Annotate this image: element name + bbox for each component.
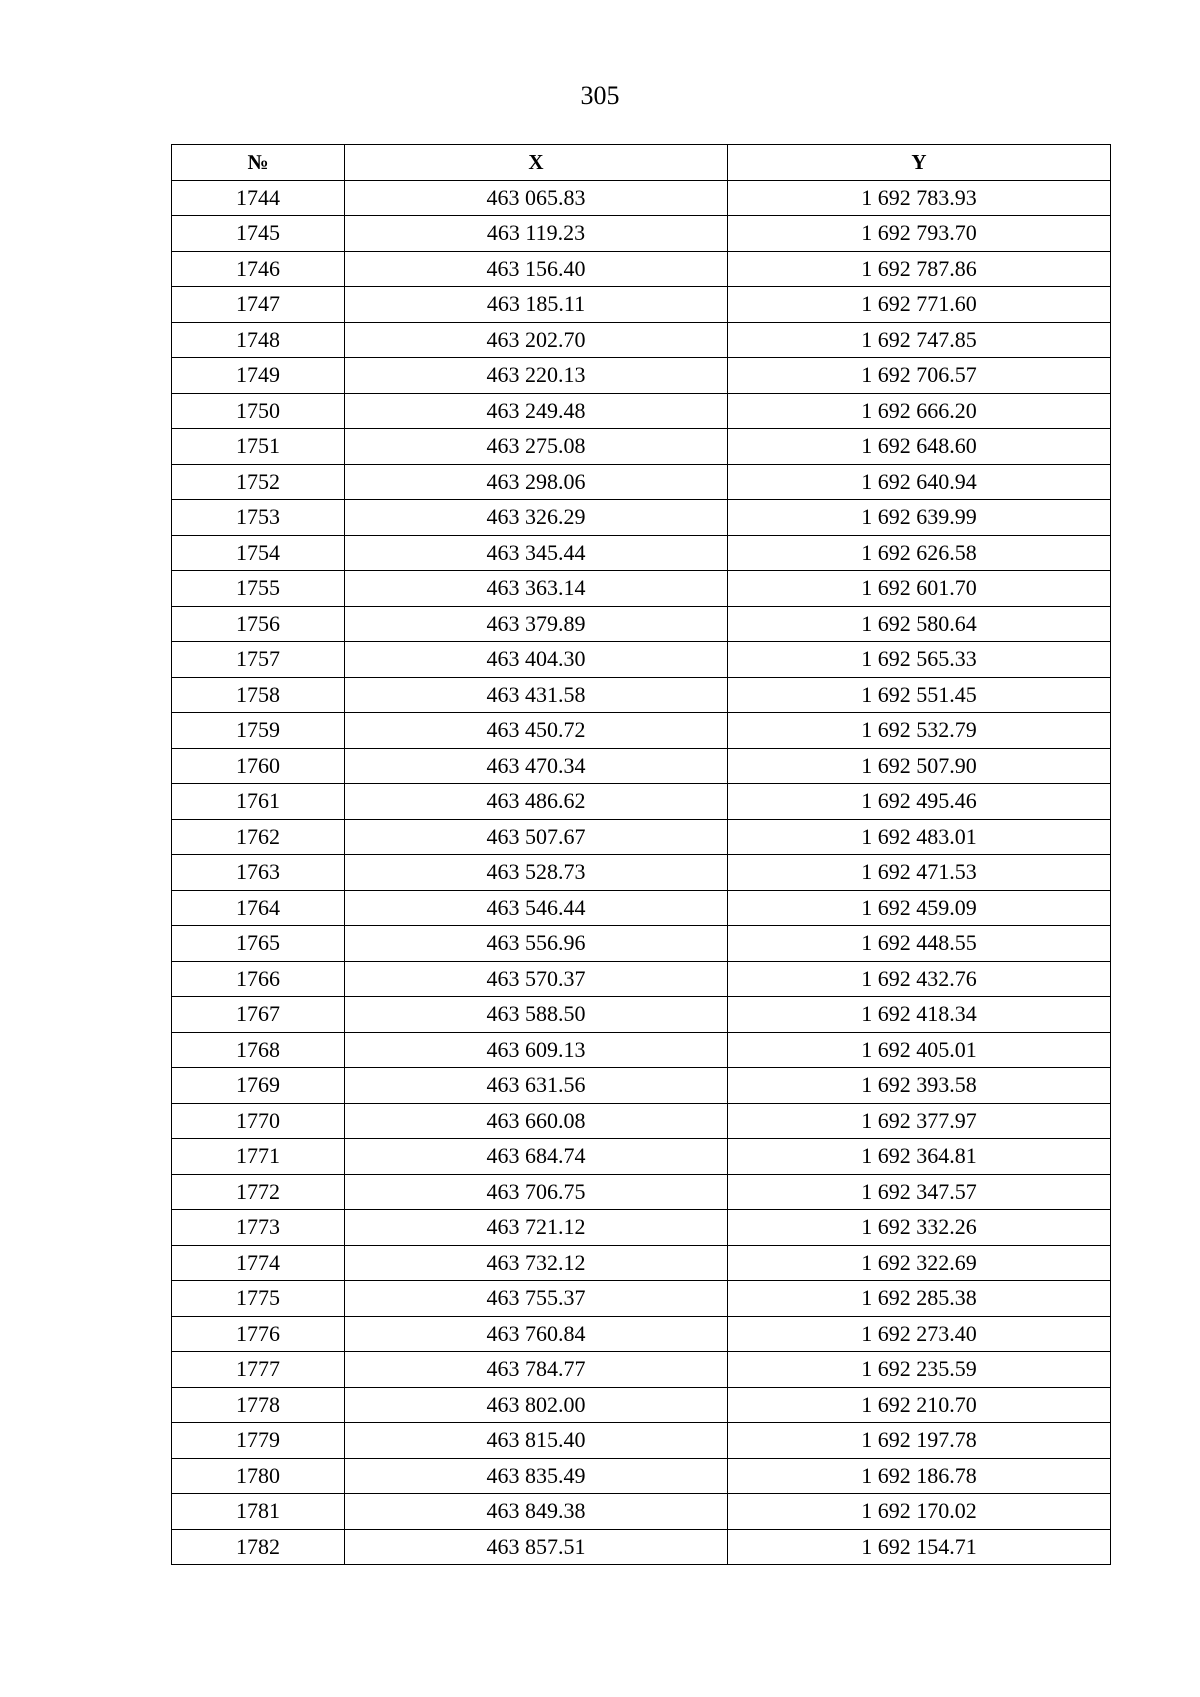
table-row xyxy=(172,464,1111,500)
table-row xyxy=(172,1068,1111,1104)
table-row xyxy=(172,287,1111,323)
cell-number: 1754 xyxy=(172,535,345,571)
cell-y: 1 692 364.81 xyxy=(728,1139,1111,1175)
table-body xyxy=(172,180,1111,1565)
table-row xyxy=(172,997,1111,1033)
table-row xyxy=(172,1423,1111,1459)
cell-y: 1 692 793.70 xyxy=(728,216,1111,252)
cell-y: 1 692 551.45 xyxy=(728,677,1111,713)
table-row xyxy=(172,358,1111,394)
table-row xyxy=(172,1352,1111,1388)
cell-number: 1747 xyxy=(172,287,345,323)
cell-number: 1768 xyxy=(172,1032,345,1068)
cell-number: 1758 xyxy=(172,677,345,713)
cell-x: 463 298.06 xyxy=(345,464,728,500)
cell-number: 1757 xyxy=(172,642,345,678)
table-row xyxy=(172,535,1111,571)
cell-x: 463 249.48 xyxy=(345,393,728,429)
cell-x: 463 570.37 xyxy=(345,961,728,997)
cell-y: 1 692 377.97 xyxy=(728,1103,1111,1139)
cell-number: 1752 xyxy=(172,464,345,500)
cell-x: 463 507.67 xyxy=(345,819,728,855)
cell-y: 1 692 706.57 xyxy=(728,358,1111,394)
cell-number: 1748 xyxy=(172,322,345,358)
cell-y: 1 692 285.38 xyxy=(728,1281,1111,1317)
table-row xyxy=(172,713,1111,749)
cell-number: 1771 xyxy=(172,1139,345,1175)
cell-y: 1 692 471.53 xyxy=(728,855,1111,891)
cell-number: 1753 xyxy=(172,500,345,536)
cell-y: 1 692 507.90 xyxy=(728,748,1111,784)
cell-x: 463 546.44 xyxy=(345,890,728,926)
cell-y: 1 692 347.57 xyxy=(728,1174,1111,1210)
cell-y: 1 692 405.01 xyxy=(728,1032,1111,1068)
cell-number: 1767 xyxy=(172,997,345,1033)
cell-number: 1759 xyxy=(172,713,345,749)
cell-number: 1745 xyxy=(172,216,345,252)
table-row xyxy=(172,1281,1111,1317)
cell-number: 1782 xyxy=(172,1529,345,1565)
cell-number: 1756 xyxy=(172,606,345,642)
cell-y: 1 692 170.02 xyxy=(728,1494,1111,1530)
cell-y: 1 692 448.55 xyxy=(728,926,1111,962)
cell-y: 1 692 532.79 xyxy=(728,713,1111,749)
cell-x: 463 486.62 xyxy=(345,784,728,820)
cell-y: 1 692 565.33 xyxy=(728,642,1111,678)
cell-number: 1773 xyxy=(172,1210,345,1246)
cell-x: 463 556.96 xyxy=(345,926,728,962)
header-x: X xyxy=(345,145,728,181)
cell-x: 463 220.13 xyxy=(345,358,728,394)
cell-x: 463 706.75 xyxy=(345,1174,728,1210)
table-row xyxy=(172,748,1111,784)
cell-number: 1761 xyxy=(172,784,345,820)
cell-y: 1 692 332.26 xyxy=(728,1210,1111,1246)
cell-y: 1 692 393.58 xyxy=(728,1068,1111,1104)
cell-y: 1 692 186.78 xyxy=(728,1458,1111,1494)
cell-x: 463 065.83 xyxy=(345,180,728,216)
table-row xyxy=(172,571,1111,607)
table-row xyxy=(172,1245,1111,1281)
table-row xyxy=(172,1103,1111,1139)
cell-y: 1 692 197.78 xyxy=(728,1423,1111,1459)
table-row xyxy=(172,1316,1111,1352)
cell-x: 463 721.12 xyxy=(345,1210,728,1246)
table-row xyxy=(172,606,1111,642)
cell-y: 1 692 639.99 xyxy=(728,500,1111,536)
cell-y: 1 692 154.71 xyxy=(728,1529,1111,1565)
cell-number: 1750 xyxy=(172,393,345,429)
cell-number: 1781 xyxy=(172,1494,345,1530)
table-row xyxy=(172,251,1111,287)
cell-x: 463 849.38 xyxy=(345,1494,728,1530)
table-row xyxy=(172,890,1111,926)
cell-y: 1 692 640.94 xyxy=(728,464,1111,500)
cell-y: 1 692 601.70 xyxy=(728,571,1111,607)
cell-number: 1764 xyxy=(172,890,345,926)
cell-number: 1777 xyxy=(172,1352,345,1388)
cell-x: 463 631.56 xyxy=(345,1068,728,1104)
table-row xyxy=(172,393,1111,429)
cell-y: 1 692 210.70 xyxy=(728,1387,1111,1423)
table-row xyxy=(172,1139,1111,1175)
cell-x: 463 784.77 xyxy=(345,1352,728,1388)
cell-x: 463 404.30 xyxy=(345,642,728,678)
cell-x: 463 275.08 xyxy=(345,429,728,465)
table-row xyxy=(172,1494,1111,1530)
table-row xyxy=(172,855,1111,891)
cell-number: 1770 xyxy=(172,1103,345,1139)
cell-number: 1760 xyxy=(172,748,345,784)
table-row xyxy=(172,926,1111,962)
cell-number: 1746 xyxy=(172,251,345,287)
cell-number: 1762 xyxy=(172,819,345,855)
cell-number: 1772 xyxy=(172,1174,345,1210)
cell-number: 1775 xyxy=(172,1281,345,1317)
cell-x: 463 815.40 xyxy=(345,1423,728,1459)
table-row xyxy=(172,1529,1111,1565)
table-row xyxy=(172,784,1111,820)
cell-number: 1749 xyxy=(172,358,345,394)
cell-y: 1 692 322.69 xyxy=(728,1245,1111,1281)
table-row xyxy=(172,1458,1111,1494)
table-row xyxy=(172,180,1111,216)
cell-x: 463 119.23 xyxy=(345,216,728,252)
cell-y: 1 692 747.85 xyxy=(728,322,1111,358)
cell-x: 463 345.44 xyxy=(345,535,728,571)
cell-y: 1 692 580.64 xyxy=(728,606,1111,642)
cell-y: 1 692 787.86 xyxy=(728,251,1111,287)
cell-y: 1 692 771.60 xyxy=(728,287,1111,323)
table-row xyxy=(172,961,1111,997)
cell-number: 1751 xyxy=(172,429,345,465)
cell-number: 1779 xyxy=(172,1423,345,1459)
cell-x: 463 732.12 xyxy=(345,1245,728,1281)
cell-x: 463 379.89 xyxy=(345,606,728,642)
cell-x: 463 660.08 xyxy=(345,1103,728,1139)
cell-y: 1 692 273.40 xyxy=(728,1316,1111,1352)
table-row xyxy=(172,1210,1111,1246)
cell-number: 1780 xyxy=(172,1458,345,1494)
cell-number: 1766 xyxy=(172,961,345,997)
cell-number: 1778 xyxy=(172,1387,345,1423)
table-row xyxy=(172,677,1111,713)
table-row xyxy=(172,429,1111,465)
cell-number: 1755 xyxy=(172,571,345,607)
cell-x: 463 588.50 xyxy=(345,997,728,1033)
cell-x: 463 684.74 xyxy=(345,1139,728,1175)
cell-y: 1 692 783.93 xyxy=(728,180,1111,216)
table-row xyxy=(172,1032,1111,1068)
cell-x: 463 528.73 xyxy=(345,855,728,891)
table-header-row xyxy=(172,145,1111,181)
cell-y: 1 692 459.09 xyxy=(728,890,1111,926)
cell-y: 1 692 495.46 xyxy=(728,784,1111,820)
cell-x: 463 609.13 xyxy=(345,1032,728,1068)
cell-x: 463 835.49 xyxy=(345,1458,728,1494)
cell-number: 1765 xyxy=(172,926,345,962)
cell-x: 463 470.34 xyxy=(345,748,728,784)
table-row xyxy=(172,500,1111,536)
page-number: 305 xyxy=(580,81,620,110)
cell-x: 463 450.72 xyxy=(345,713,728,749)
cell-y: 1 692 648.60 xyxy=(728,429,1111,465)
table-row xyxy=(172,819,1111,855)
coordinates-table xyxy=(171,144,1111,1565)
cell-x: 463 755.37 xyxy=(345,1281,728,1317)
table-row xyxy=(172,322,1111,358)
cell-y: 1 692 432.76 xyxy=(728,961,1111,997)
table-row xyxy=(172,1387,1111,1423)
cell-x: 463 156.40 xyxy=(345,251,728,287)
cell-x: 463 802.00 xyxy=(345,1387,728,1423)
cell-number: 1744 xyxy=(172,180,345,216)
cell-number: 1769 xyxy=(172,1068,345,1104)
header-y: Y xyxy=(728,145,1111,181)
cell-x: 463 760.84 xyxy=(345,1316,728,1352)
cell-number: 1774 xyxy=(172,1245,345,1281)
cell-y: 1 692 483.01 xyxy=(728,819,1111,855)
table-row xyxy=(172,216,1111,252)
cell-y: 1 692 235.59 xyxy=(728,1352,1111,1388)
cell-x: 463 202.70 xyxy=(345,322,728,358)
cell-number: 1763 xyxy=(172,855,345,891)
header-number: № xyxy=(172,145,345,181)
cell-x: 463 185.11 xyxy=(345,287,728,323)
cell-x: 463 431.58 xyxy=(345,677,728,713)
cell-x: 463 857.51 xyxy=(345,1529,728,1565)
cell-x: 463 363.14 xyxy=(345,571,728,607)
table-row xyxy=(172,1174,1111,1210)
cell-y: 1 692 418.34 xyxy=(728,997,1111,1033)
cell-number: 1776 xyxy=(172,1316,345,1352)
cell-x: 463 326.29 xyxy=(345,500,728,536)
cell-y: 1 692 666.20 xyxy=(728,393,1111,429)
cell-y: 1 692 626.58 xyxy=(728,535,1111,571)
table-row xyxy=(172,642,1111,678)
